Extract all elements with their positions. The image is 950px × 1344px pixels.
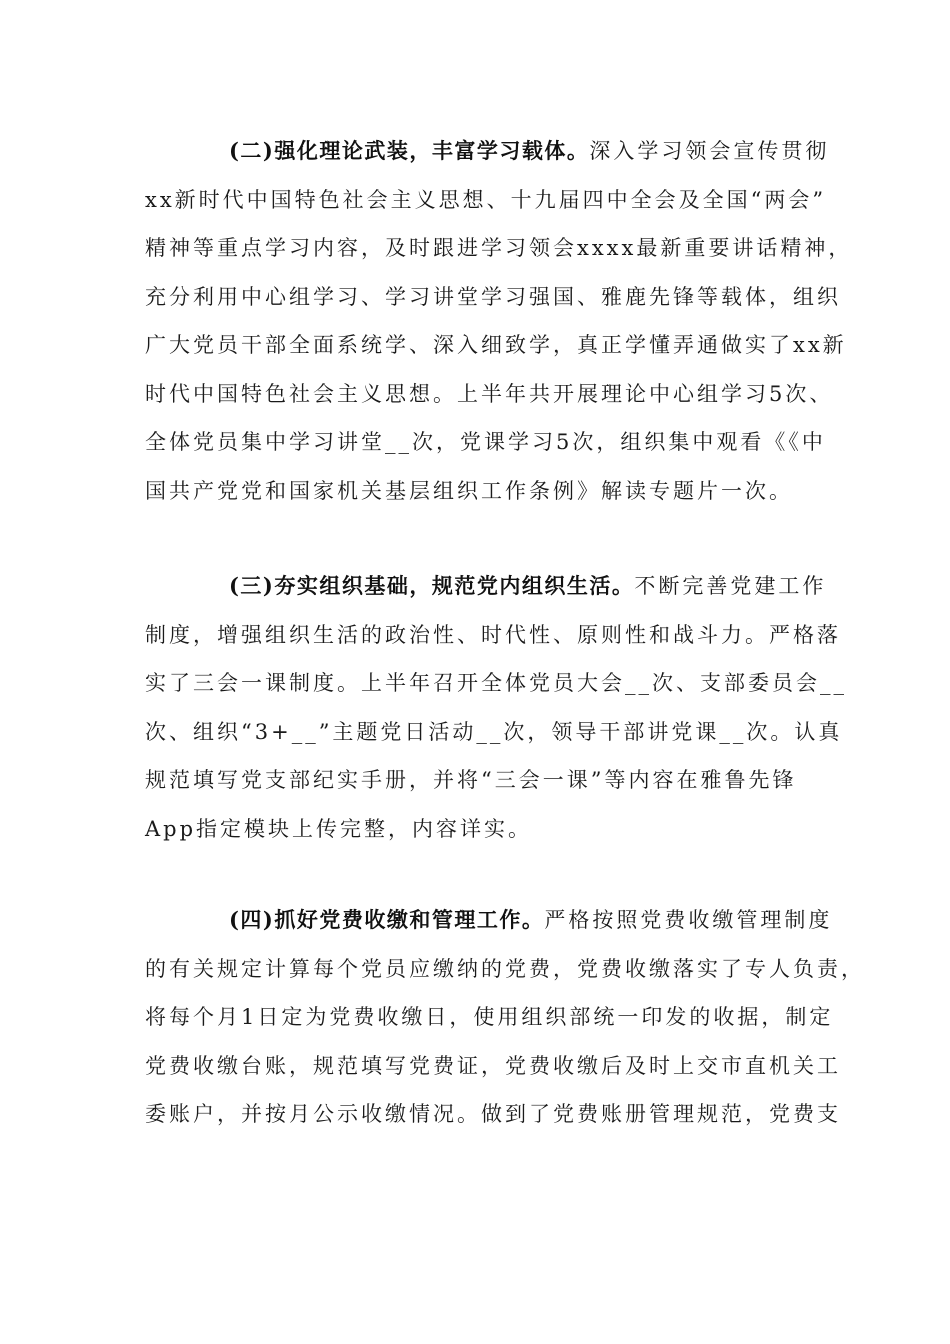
paragraph-first-line: [145, 562, 825, 611]
paragraph-line: 充分利用中心组学习、学习讲堂学习强国、雅鹿先锋等载体，组织: [145, 284, 841, 309]
section-heading: (四)抓好党费收缴和管理工作。: [229, 907, 545, 932]
section-party-dues: [145, 896, 865, 1139]
paragraph-line: 党费收缴台账，规范填写党费证，党费收缴后及时上交市直机关工: [145, 1053, 841, 1078]
paragraph-first-line: [145, 896, 833, 945]
paragraph-text: 严格按照党费收缴管理制度: [544, 908, 833, 932]
paragraph-line: 精神等重点学习内容，及时跟进学习领会xxxx最新重要讲话精神，: [145, 236, 853, 260]
paragraph-line: 制度，增强组织生活的政治性、时代性、原则性和战斗力。严格落: [145, 622, 841, 647]
paragraph-text: 不断完善党建工作: [634, 574, 827, 598]
section-strengthen-theory: [145, 127, 853, 515]
paragraph-line: App指定模块上传完整，内容详实。: [145, 816, 533, 841]
paragraph-line: 的有关规定计算每个党员应缴纳的党费，党费收缴落实了专人负责，: [145, 956, 865, 981]
paragraph-line: xx新时代中国特色社会主义思想、十九届四中全会及全国“两会”: [145, 187, 827, 212]
paragraph-text: 深入学习领会宣传贯彻: [589, 139, 830, 163]
section-heading: (二)强化理论武装，丰富学习载体。: [229, 138, 590, 163]
paragraph-line: 时代中国特色社会主义思想。上半年共开展理论中心组学习5次、: [145, 381, 834, 406]
paragraph-line: 实了三会一课制度。上半年召开全体党员大会__次、支部委员会__: [145, 671, 847, 695]
section-heading: (三)夯实组织基础，规范党内组织生活。: [229, 573, 635, 598]
paragraph-line: 委账户，并按月公示收缴情况。做到了党费账册管理规范，党费支: [145, 1102, 841, 1126]
paragraph-line: 将每个月1日定为党费收缴日，使用组织部统一印发的收据，制定: [145, 1005, 834, 1029]
paragraph-line: 规范填写党支部纪实手册，并将“三会一课”等内容在雅鲁先锋: [145, 768, 797, 792]
paragraph-line: 国共产党党和国家机关基层组织工作条例》解读专题片一次。: [145, 478, 793, 503]
paragraph-line: 全体党员集中学习讲堂__次，党课学习5次，组织集中观看《《中: [145, 430, 826, 454]
paragraph-line: 广大党员干部全面系统学、深入细致学，真正学懂弄通做实了xx新: [145, 333, 847, 357]
paragraph-line: 次、组织“3+__”主题党日活动__次，领导干部讲党课__次。认真: [145, 719, 843, 744]
paragraph-first-line: [145, 127, 830, 176]
section-organization-life: [145, 562, 847, 853]
